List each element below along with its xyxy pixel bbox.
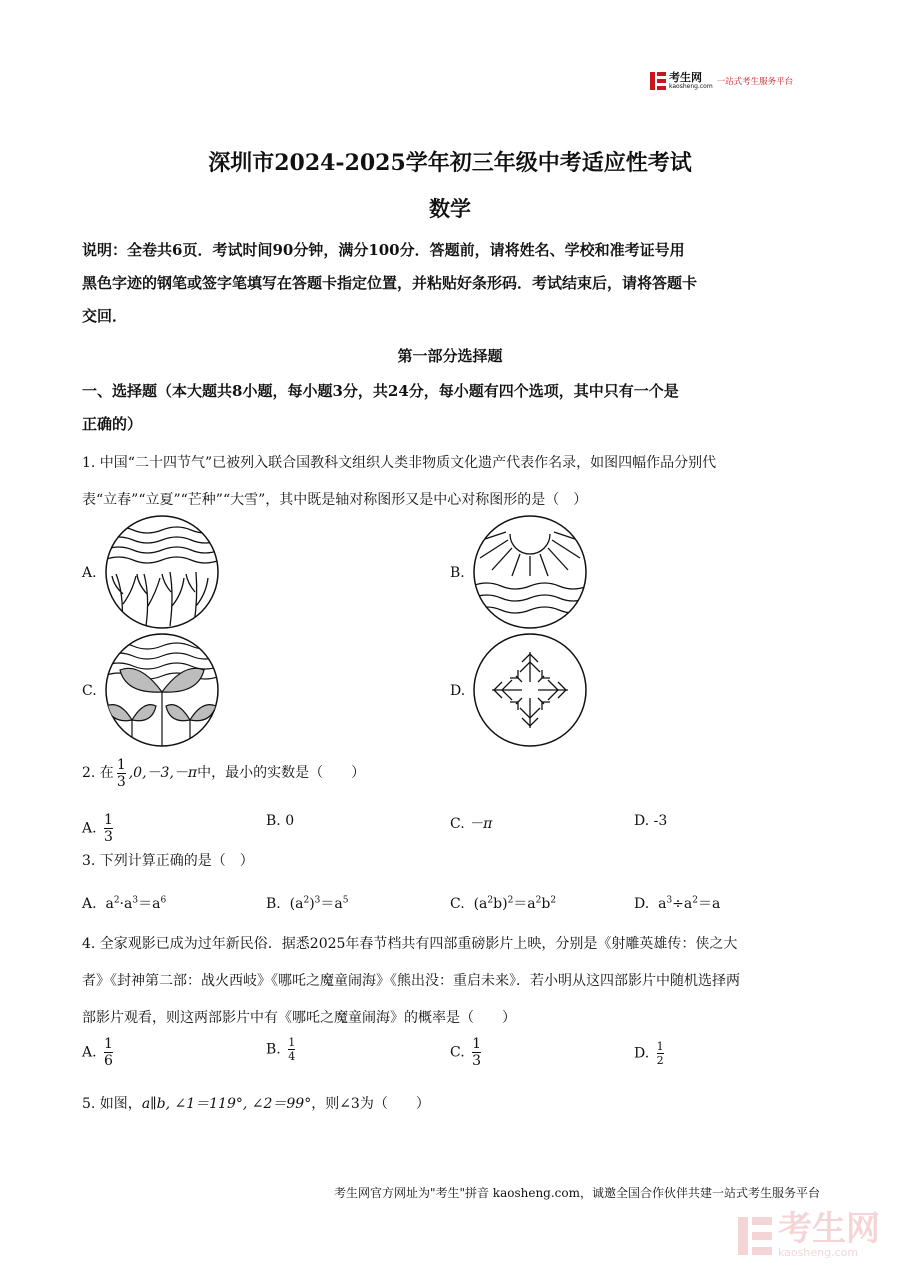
frac-den: 3 xyxy=(104,829,113,845)
watermark-domain: kaosheng.com xyxy=(778,1246,859,1259)
frac-num: 1 xyxy=(656,1040,664,1053)
option-value: -3 xyxy=(653,813,668,829)
option-fraction xyxy=(472,1036,481,1069)
question-1 xyxy=(82,445,820,519)
option-label: C. xyxy=(450,896,465,912)
figure-a-spring xyxy=(104,514,220,630)
section-line: 正确的） xyxy=(82,415,143,433)
frac-den: 2 xyxy=(656,1054,664,1067)
q2-fraction xyxy=(117,757,126,790)
part-title: 第一部分选择题 xyxy=(397,347,503,365)
q4-option-b xyxy=(266,1036,298,1063)
logo-mark-icon xyxy=(650,72,666,90)
q1-option-d-label: D. xyxy=(450,683,466,699)
q5-prefix: 5. 如图， xyxy=(82,1096,142,1112)
section-line: 一、选择题（本大题共8小题，每小题3分，共24分，每小题有四个选项，其中只有一个是 xyxy=(82,382,679,400)
instruction-line: 说明：全卷共6页．考试时间90分钟，满分100分．答题前，请将姓名、学校和准考证号用 xyxy=(82,241,685,259)
option-fraction xyxy=(657,1040,664,1067)
watermark-name: 考生网 xyxy=(778,1209,880,1249)
footer-note: 考生网官方网址为"考生"拼音 kaosheng.com，诚邀全国合作伙伴共建一站式考生服务平台 xyxy=(333,1186,820,1200)
option-label: C. xyxy=(450,1044,465,1061)
q2-option-d xyxy=(634,813,667,829)
q2-suffix: 中，最小的实数是（ ） xyxy=(197,765,366,781)
logo-domain: kaosheng.com xyxy=(669,83,713,90)
instruction-line: 黑色字迹的钢笔或签字笔填写在答题卡指定位置，并粘贴好条形码．考试结束后，请将答题卡 xyxy=(82,274,698,292)
frac-num: 1 xyxy=(104,1036,113,1052)
option-fraction xyxy=(104,1036,113,1069)
question-2 xyxy=(82,753,820,793)
q1-option-b-label: B. xyxy=(450,565,465,581)
option-value: 0 xyxy=(285,813,295,829)
frac-num: 1 xyxy=(104,812,113,828)
q2-option-b xyxy=(266,813,294,829)
option-label: B. xyxy=(266,813,281,829)
option-label: A. xyxy=(82,1044,97,1061)
instructions xyxy=(82,234,820,333)
header-logo xyxy=(650,72,793,90)
question-5 xyxy=(82,1086,820,1123)
figure-c-grain xyxy=(104,632,220,748)
option-label: B. xyxy=(266,896,281,912)
frac-den: 3 xyxy=(472,1053,482,1069)
frac-num: 1 xyxy=(472,1036,482,1052)
logo-slogan: 一站式考生服务平台 xyxy=(716,77,794,87)
exam-title: 深圳市2024-2025学年初三年级中考适应性考试 xyxy=(208,150,692,176)
frac-den: 4 xyxy=(288,1050,296,1063)
q3-option-c: C. $(a^2b)^2=a^2b^2$ xyxy=(450,895,557,912)
q1-line: 表“立春”“立夏”“芒种”“大雪”，其中既是轴对称图形又是中心对称图形的是（ ） xyxy=(82,492,588,508)
q3-option-b: B. $(a^2)^3=a^5$ xyxy=(266,895,349,912)
q5-math: a∥b, ∠1＝119°, ∠2＝99° xyxy=(141,1096,312,1112)
logo-name: 考生网 xyxy=(669,71,702,84)
q4-line: 部影片观看，则这两部影片中有《哪吒之魔童闹海》的概率是（ ） xyxy=(82,1010,516,1026)
q4-line: 者》《封神第二部：战火西岐》《哪吒之魔童闹海》《熊出没：重启未来》．若小明从这四部影片中随机选择两 xyxy=(82,973,740,989)
option-label: B. xyxy=(266,1041,281,1058)
q2-numbers: ,0,－3,－π xyxy=(128,765,198,781)
q2-option-c xyxy=(450,813,492,833)
q2-frac-num: 1 xyxy=(116,756,126,773)
q2-a-fraction xyxy=(104,812,113,845)
question-3: 3. 下列计算正确的是（ ） xyxy=(82,853,254,869)
q3-option-d: D. $a^3\div a^2=a$ xyxy=(634,895,721,912)
option-label: A. xyxy=(82,896,97,912)
section-heading xyxy=(82,375,820,441)
option-label: D. xyxy=(634,896,650,912)
option-value: －π xyxy=(469,816,493,832)
q2-option-a xyxy=(82,812,116,845)
question-4 xyxy=(82,926,820,1037)
figure-b-summer xyxy=(472,514,588,630)
subject-title: 数学 xyxy=(429,196,471,221)
option-label: A. xyxy=(82,820,97,837)
q4-line: 4. 全家观影已成为过年新民俗．据悉2025年春节档共有四部重磅影片上映，分别是《射雕英雄传：侠之大 xyxy=(82,936,738,952)
q4-option-a xyxy=(82,1036,116,1069)
frac-den: 6 xyxy=(104,1053,113,1069)
q1-line: 1. 中国“二十四节气”已被列入联合国教科文组织人类非物质文化遗产代表作名录，如图四幅作品分别代 xyxy=(82,455,717,471)
q1-option-c-label: C. xyxy=(82,683,97,699)
option-label: C. xyxy=(450,816,465,832)
q4-option-c xyxy=(450,1036,484,1069)
option-label: D. xyxy=(634,813,650,829)
figure-d-snow xyxy=(472,632,588,748)
q3-option-a: A. $a^2\cdot a^3=a^6$ xyxy=(82,895,167,912)
q1-option-a-label: A. xyxy=(82,565,97,581)
instruction-line: 交回． xyxy=(82,307,128,325)
q2-prefix: 2. 在 xyxy=(82,765,114,781)
q4-option-d xyxy=(634,1040,667,1067)
q5-suffix: ，则∠3为（ ） xyxy=(311,1096,430,1112)
watermark xyxy=(738,1209,880,1259)
q2-frac-den: 3 xyxy=(116,773,126,790)
option-fraction xyxy=(288,1036,295,1063)
option-label: D. xyxy=(634,1045,650,1062)
frac-num: 1 xyxy=(288,1036,296,1049)
watermark-logo-icon xyxy=(738,1217,772,1255)
